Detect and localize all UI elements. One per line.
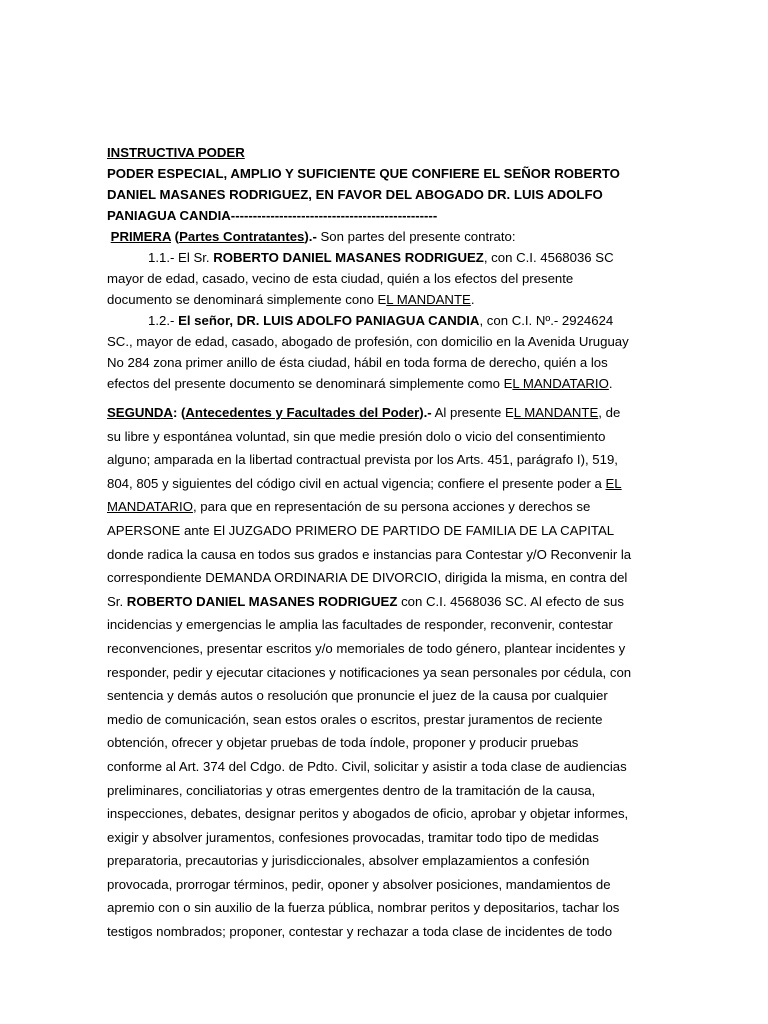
segunda-line-14: medio de comunicación, sean estos orales o escritos, prestar juramentos de reciente bbox=[107, 711, 603, 727]
segunda-line-10: incidencias y emergencias le amplia las facultades de responder, reconvenir, contestar bbox=[107, 617, 613, 633]
document-body bbox=[107, 142, 659, 944]
heading-line-3: PANIAGUA CANDIA----------------------------------------------- bbox=[107, 208, 438, 223]
segunda-line-21: provocada, prorrogar términos, pedir, oponer y absolver posiciones, mandamientos de bbox=[107, 876, 611, 892]
segunda-line-5: MANDATARIO, para que en representación de su persona acciones y derechos se bbox=[107, 499, 591, 515]
segunda-line-13: sentencia y demás autos o resolución que pronuncie el juez de la causa por cualquier bbox=[107, 688, 608, 704]
segunda-line-20: preparatoria, precautorias y jurisdiccionales, absolver emplazamientos a confesión bbox=[107, 853, 590, 869]
party-1-line-1: 1.1.- El Sr. ROBERTO DANIEL MASANES RODRIGUEZ, con C.I. 4568036 SC bbox=[148, 250, 614, 265]
segunda-line-9: Sr. ROBERTO DANIEL MASANES RODRIGUEZ con C.I. 4568036 SC. Al efecto de sus bbox=[107, 593, 624, 609]
segunda-subtitle: Antecedentes y Facultades del Poder bbox=[185, 405, 420, 420]
party-2-name: El señor, DR. LUIS ADOLFO PANIAGUA CANDIA bbox=[178, 313, 480, 328]
segunda-line-6: APERSONE ante El JUZGADO PRIMERO DE PARTIDO DE FAMILIA DE LA CAPITAL bbox=[107, 522, 615, 538]
segunda-label: SEGUNDA bbox=[107, 405, 173, 420]
primera-label: PRIMERA bbox=[110, 229, 171, 244]
document-title: INSTRUCTIVA PODER bbox=[107, 145, 245, 160]
party-1-line-3: documento se denominará simplemente cono EL MANDANTE. bbox=[107, 292, 475, 307]
segunda-line-15: obtención, ofrecer y objetar pruebas de toda índole, proponer y producir pruebas bbox=[107, 735, 579, 751]
party-2-line-3: No 284 zona primer anillo de ésta ciudad, hábil en toda forma de derecho, quién a los bbox=[107, 355, 608, 370]
header-section bbox=[107, 142, 659, 394]
heading-line-1: PODER ESPECIAL, AMPLIO Y SUFICIENTE QUE CONFIERE EL SEÑOR ROBERTO bbox=[107, 166, 620, 181]
segunda-line-7: donde radica la causa en todos sus grados e instancias para Contestar y/O Reconvenir la bbox=[107, 546, 632, 562]
party-1-line-2: mayor de edad, casado, vecino de esta ciudad, quién a los efectos del presente bbox=[107, 271, 574, 286]
mandante-term: L MANDANTE bbox=[386, 292, 471, 307]
primera-subtitle: Partes Contratantes bbox=[179, 229, 305, 244]
segunda-line-8: correspondiente DEMANDA ORDINARIA DE DIVORCIO, dirigida la misma, en contra del bbox=[107, 570, 628, 586]
party-1-name: ROBERTO DANIEL MASANES RODRIGUEZ bbox=[213, 250, 484, 265]
segunda-line-1: SEGUNDA: (Antecedentes y Facultades del Poder).- Al presente EL MANDANTE, de bbox=[107, 405, 621, 420]
party-2-line-4: efectos del presente documento se denominará simplemente como EL MANDATARIO. bbox=[107, 376, 613, 391]
segunda-line-11: reconvenciones, presentar escritos y/o memoriales de todo género, plantear incidentes y bbox=[107, 640, 626, 656]
segunda-line-19: exigir y absolver juramentos, confesiones provocadas, tramitar todo tipo de medidas bbox=[107, 829, 599, 845]
segunda-line-22: apremio con o sin auxilio de la fuerza pública, nombrar peritos y depositarios, tachar los bbox=[107, 900, 620, 916]
mandatario-term: L MANDATARIO bbox=[512, 376, 609, 391]
segunda-line-18: inspecciones, debates, designar peritos y abogados de oficio, aprobar y objetar informes, bbox=[107, 806, 629, 822]
segunda-line-12: responder, pedir y ejecutar citaciones y notificaciones ya sean personales por cédula, con bbox=[107, 664, 632, 680]
party-2-line-2: SC., mayor de edad, casado, abogado de profesión, con domicilio en la Avenida Uruguay bbox=[107, 334, 629, 349]
segunda-section bbox=[107, 401, 659, 944]
heading-line-2: DANIEL MASANES RODRIGUEZ, EN FAVOR DEL ABOGADO DR. LUIS ADOLFO bbox=[107, 187, 603, 202]
segunda-line-2: su libre y espontánea voluntad, sin que medie presión dolo o vicio del consentimiento bbox=[107, 428, 606, 444]
segunda-line-3: alguno; amparada en la libertad contractual prevista por los Arts. 451, parágrafo I), 519, bbox=[107, 452, 618, 468]
segunda-line-4: 804, 805 y siguientes del código civil en actual vigencia; confiere el presente poder a EL bbox=[107, 475, 622, 491]
segunda-line-23: testigos nombrados; proponer, contestar y rechazar a toda clase de incidentes de todo bbox=[107, 924, 613, 940]
primera-clause-heading: PRIMERA (Partes Contratantes).- Son partes del presente contrato: bbox=[110, 229, 516, 244]
party-2-line-1: 1.2.- El señor, DR. LUIS ADOLFO PANIAGUA CANDIA, con C.I. Nº.- 2924624 bbox=[148, 313, 614, 328]
segunda-line-16: conforme al Art. 374 del Cdgo. de Pdto. Civil, solicitar y asistir a toda clase de audiencias bbox=[107, 758, 627, 774]
segunda-line-17: preliminares, conciliatorias y otras emergentes dentro de la tramitación de la causa, bbox=[107, 782, 596, 798]
